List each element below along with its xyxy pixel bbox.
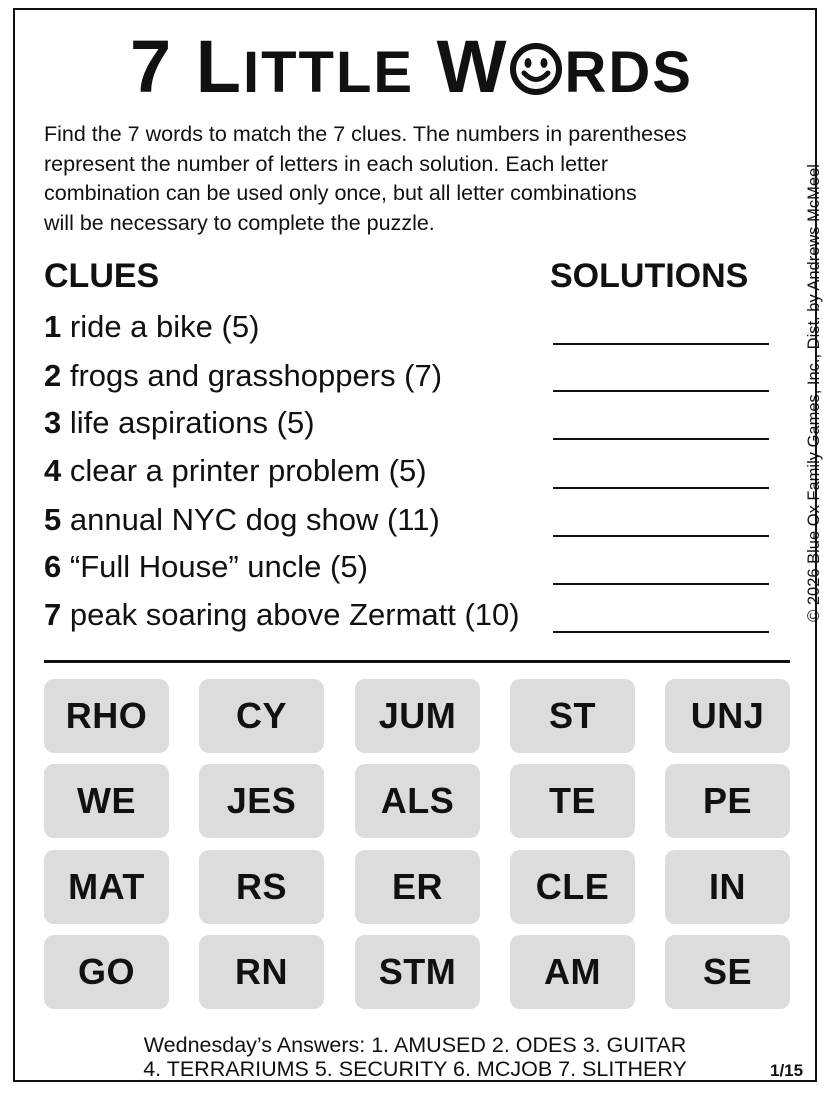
smiley-face-icon [509, 26, 563, 116]
tile[interactable]: RS [199, 850, 324, 924]
solution-blank-2[interactable] [553, 390, 769, 392]
clue-7: 7 peak soaring above Zermatt (10) [44, 597, 520, 632]
copyright-credit: © 2026 Blue Ox Family Games, Inc., Dist. by Andrews McMeel [805, 164, 823, 622]
solution-blank-7[interactable] [553, 631, 769, 633]
tile[interactable]: AM [510, 935, 635, 1009]
tile[interactable]: JES [199, 764, 324, 838]
tile[interactable]: CY [199, 679, 324, 753]
solution-blank-4[interactable] [553, 487, 769, 489]
tile[interactable]: IN [665, 850, 790, 924]
instructions-line: represent the number of letters in each solution. Each letter [44, 151, 609, 176]
tile[interactable]: ER [355, 850, 480, 924]
clue-4: 4 clear a printer problem (5) [44, 453, 427, 488]
tile[interactable]: PE [665, 764, 790, 838]
tile[interactable]: TE [510, 764, 635, 838]
divider-line [44, 660, 790, 663]
tile[interactable]: GO [44, 935, 169, 1009]
tile[interactable]: WE [44, 764, 169, 838]
tile[interactable]: ALS [355, 764, 480, 838]
instructions-line: will be necessary to complete the puzzle. [44, 210, 435, 235]
solution-blank-5[interactable] [553, 535, 769, 537]
previous-answers-line-1: Wednesday’s Answers: 1. AMUSED 2. ODES 3. GUITAR [143, 1033, 687, 1057]
solution-blank-1[interactable] [553, 343, 769, 345]
tile[interactable]: RHO [44, 679, 169, 753]
puzzle-title: 7 LITTLE W RDS [0, 22, 823, 118]
tile[interactable]: ST [510, 679, 635, 753]
instructions [44, 120, 794, 238]
tile[interactable]: SE [665, 935, 790, 1009]
tile[interactable]: STM [355, 935, 480, 1009]
tile[interactable]: RN [199, 935, 324, 1009]
page-number: 1/15 [770, 1061, 804, 1080]
instructions-line: combination can be used only once, but all letter combinations [44, 181, 637, 205]
clue-6: 6 “Full House” uncle (5) [44, 549, 368, 584]
clue-5: 5 annual NYC dog show (11) [44, 502, 440, 537]
clue-1: 1 ride a bike (5) [44, 309, 260, 344]
tile[interactable]: JUM [355, 679, 480, 753]
solution-blank-6[interactable] [553, 583, 769, 585]
clue-2: 2 frogs and grasshoppers (7) [44, 358, 443, 393]
tile[interactable]: CLE [510, 850, 635, 924]
tile[interactable]: MAT [44, 850, 169, 924]
solutions-heading: SOLUTIONS [550, 257, 749, 295]
previous-answers-line-2: 4. TERRARIUMS 5. SECURITY 6. MCJOB 7. SLITHERY [143, 1057, 687, 1081]
clues-heading: CLUES [44, 257, 160, 295]
tile[interactable]: UNJ [665, 679, 790, 753]
instructions-line: Find the 7 words to match the 7 clues. The numbers in parentheses [44, 122, 687, 146]
solution-blank-3[interactable] [553, 438, 769, 440]
clue-3: 3 life aspirations (5) [44, 405, 315, 440]
